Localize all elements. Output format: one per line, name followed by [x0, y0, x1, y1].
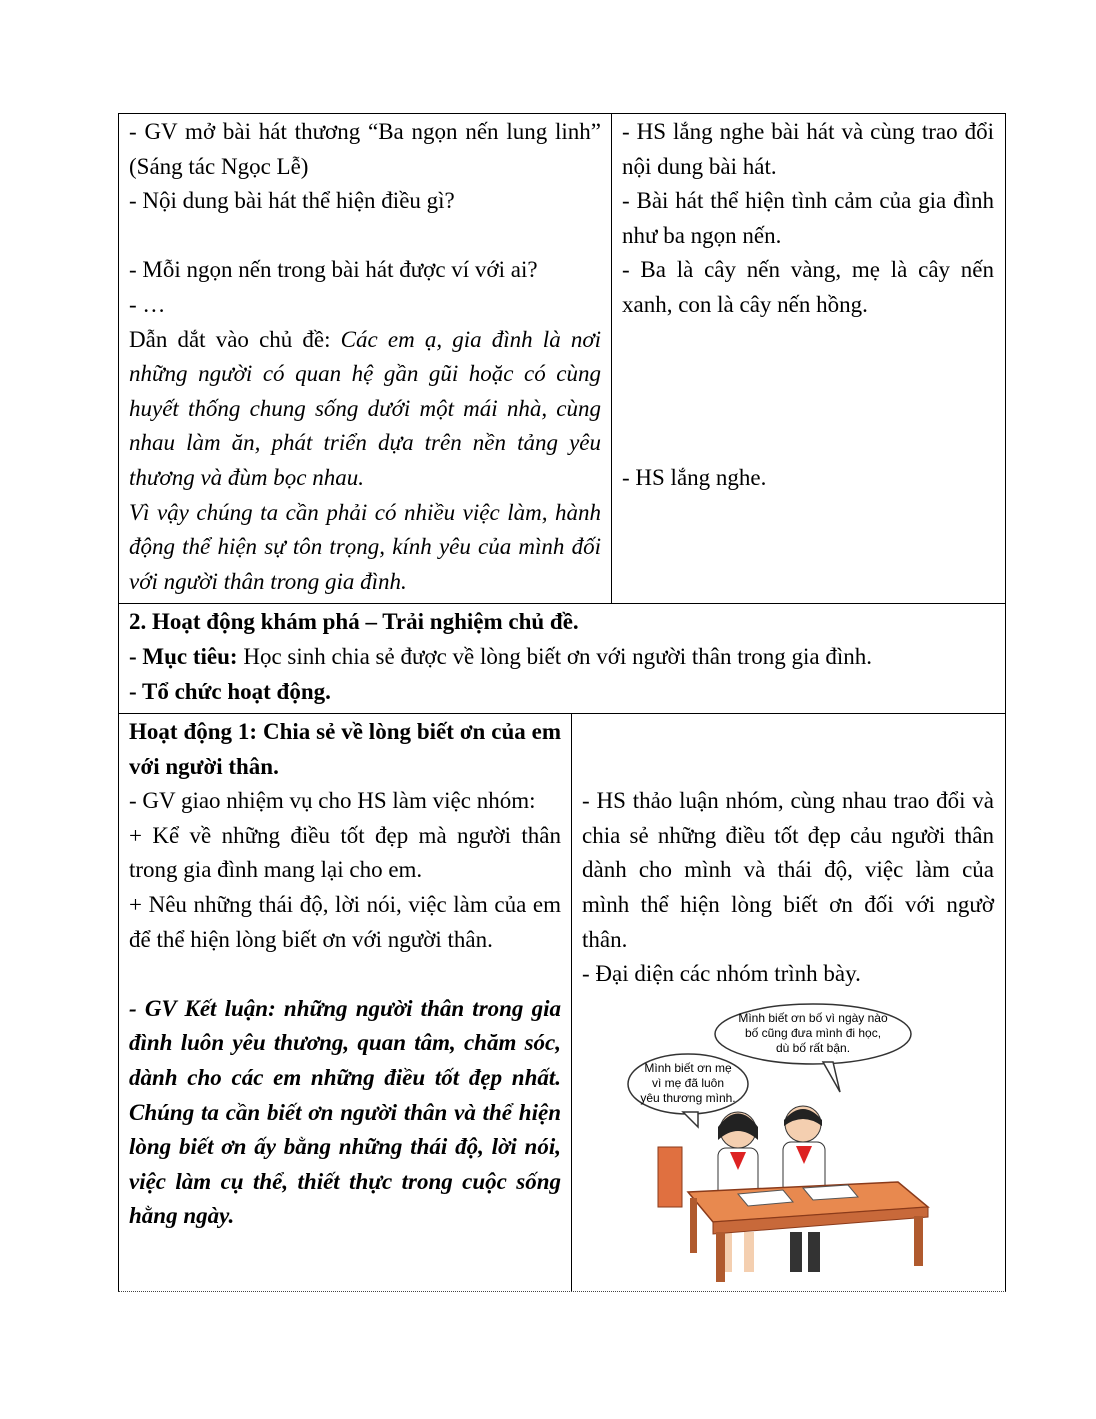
bubble-father-line1: Mình biết ơn bố vì ngày nào	[738, 1010, 888, 1025]
explore-header-row	[118, 603, 1006, 713]
students-desk-drawing	[618, 1002, 938, 1287]
goal-line	[129, 640, 994, 675]
bubble-father-line3: dù bố rất bận.	[775, 1040, 851, 1055]
bubble-mother-line1: Mình biết ơn mẹ	[644, 1060, 732, 1075]
student-listen-song: - HS lắng nghe bài hát và cùng trao đổi nội dung bài hát.	[622, 119, 994, 179]
org-line	[129, 675, 994, 710]
student-activity-column	[572, 714, 1004, 1291]
teacher-conclusion: - GV Kết luận: những người thân trong gia đình luôn yêu thương, quan tâm, chăm sóc, dành cho các em những điều tốt đẹp nhất. Chúng ta cần biết ơn người thân và thể hiện lòng biết ơn ấy bằng những thái độ, lời nói, việc làm cụ thể, thiết thực trong cuộc sống hằng ngày.	[129, 995, 561, 1229]
intro-label: Dẫn dắt vào chủ đề:	[129, 326, 341, 352]
teacher-ellipsis: - …	[129, 291, 166, 317]
student-answer-candles: - Ba là cây nến vàng, mẹ là cây nến xanh, con là cây nến hồng.	[622, 257, 994, 317]
teacher-question-candles: - Mỗi ngọn nến trong bài hát được ví với ai?	[129, 257, 538, 283]
task-assign: - GV giao nhiệm vụ cho HS làm việc nhóm:	[129, 788, 536, 814]
teacher-activity-column	[119, 714, 572, 1291]
activity-title: Hoạt động 1: Chia sẻ về lòng biết ơn của em với người thân.	[129, 719, 561, 779]
task-express: + Nêu những thái độ, lời nói, việc làm của em để thể hiện lòng biết ơn với người thân.	[129, 892, 561, 952]
warmup-row	[118, 113, 1006, 603]
student-discuss: - HS thảo luận nhóm, cùng nhau trao đổi và chia sẻ những điều tốt đẹp cảu người thân dành cho mình và thái độ, việc làm của mình thể hiện lòng biết ơn đối với ngườ thân.	[582, 788, 994, 952]
teacher-question-content: - Nội dung bài hát thể hiện điều gì?	[129, 188, 455, 214]
illustration-students-at-desk	[618, 1002, 938, 1287]
teacher-intro	[129, 323, 601, 496]
intro-italic: Các em ạ, gia đình là nơi những người có quan hệ gần gũi hoặc có cùng huyết thống chung sống dưới một mái nhà, cùng nhau làm ăn, phát triển dựa trên nền tảng yêu thương và đùm bọc nhau.	[129, 326, 602, 490]
goal-label: - Mục tiêu:	[129, 643, 238, 669]
goal-text: Học sinh chia sẻ được về lòng biết ơn với người thân trong gia đình.	[237, 643, 872, 669]
student-column	[612, 114, 1004, 603]
student-answer-content: - Bài hát thể hiện tình cảm của gia đình như ba ngọn nến.	[622, 188, 994, 248]
explore-header-cell	[119, 604, 1004, 713]
section-heading: 2. Hoạt động khám phá – Trải nghiệm chủ đề.	[129, 609, 579, 635]
activity-row	[118, 713, 1006, 1292]
bubble-mother-line2: vì mẹ đã luôn	[651, 1075, 725, 1090]
lesson-table	[118, 113, 1006, 1292]
student-listen: - HS lắng nghe.	[622, 464, 767, 490]
student-present: - Đại diện các nhóm trình bày.	[582, 961, 861, 987]
teacher-intro-2	[129, 496, 601, 600]
teacher-song-line: - GV mở bài hát thương “Ba ngọn nến lung linh” (Sáng tác Ngọc Lễ)	[129, 119, 601, 179]
task-tell: + Kể về những điều tốt đẹp mà người thân trong gia đình mang lại cho em.	[129, 822, 561, 883]
intro-italic-2: Vì vậy chúng ta cần phải có nhiều việc làm, hành động thể hiện sự tôn trọng, kính yêu của mình đối với người thân trong gia đình.	[129, 499, 601, 594]
teacher-column	[119, 114, 612, 603]
bubble-father-line2: bố cũng đưa mình đi học,	[744, 1025, 882, 1040]
org-label: - Tổ chức hoạt động.	[129, 678, 331, 704]
bubble-mother-line3: yêu thương mình.	[640, 1090, 736, 1105]
